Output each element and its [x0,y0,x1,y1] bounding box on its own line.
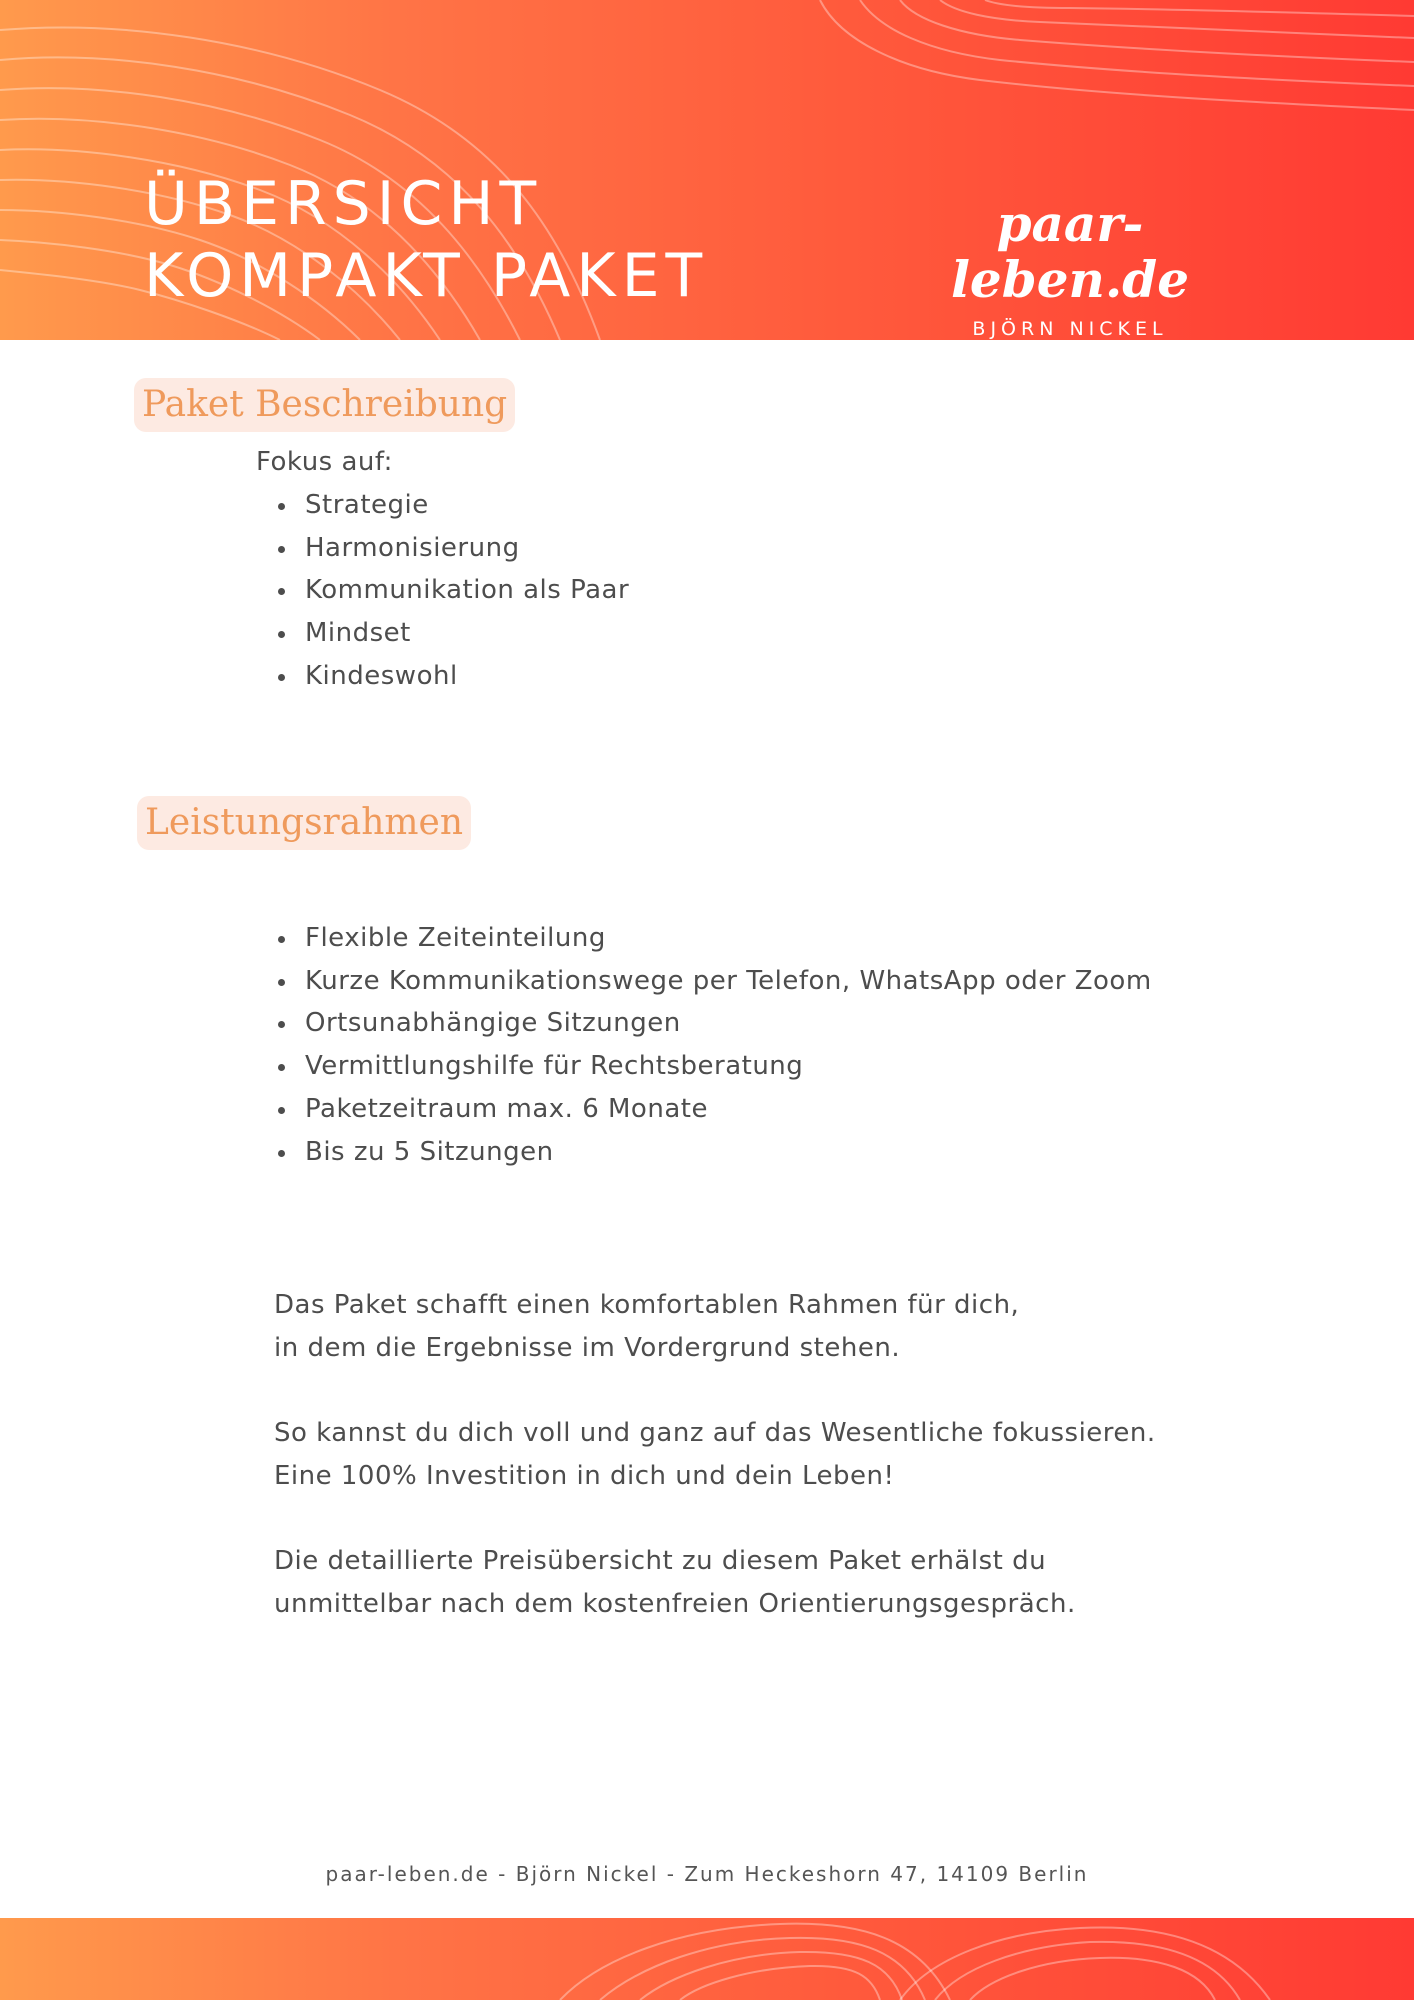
paragraph-line: So kannst du dich voll und ganz auf das Wesentliche fokussieren. [274,1418,1156,1448]
description-lead: Fokus auf: [256,447,393,477]
section-title-description: Paket Beschreibung [134,378,515,432]
brand-logo [890,196,1250,340]
list-item: Harmonisierung [305,527,629,570]
paragraph-focus [274,1412,1156,1498]
paragraph-line: Die detaillierte Preisübersicht zu diesem Paket erhälst du [274,1546,1047,1576]
list-item: Kurze Kommunikationswege per Telefon, WhatsApp oder Zoom [305,960,1152,1003]
page-title-line: ÜBERSICHT [144,169,543,239]
footer-address: paar-leben.de - Björn Nickel - Zum Heckeshorn 47, 14109 Berlin [325,1862,1089,1886]
paragraph-line: in dem die Ergebnisse im Vordergrund stehen. [274,1333,901,1363]
list-item: Strategie [305,484,629,527]
logo-subtitle: BJÖRN NICKEL [972,318,1168,340]
paragraph-line: Das Paket schafft einen komfortablen Rahmen für dich, [274,1290,1020,1320]
services-list [305,917,1152,1173]
section-title-services: Leistungsrahmen [137,796,471,850]
contour-lines-decoration [0,1918,1414,2000]
list-item: Kindeswohl [305,655,629,698]
footer-banner [0,1918,1414,2000]
list-item: Bis zu 5 Sitzungen [305,1131,1152,1174]
paragraph-pricing [274,1540,1076,1626]
paragraph-line: unmittelbar nach dem kostenfreien Orientierungsgespräch. [274,1589,1076,1619]
list-item: Mindset [305,612,629,655]
list-item: Ortsunabhängige Sitzungen [305,1002,1152,1045]
header-banner [0,0,1414,340]
list-item: Vermittlungshilfe für Rechtsberatung [305,1045,1152,1088]
paragraph-line: Eine 100% Investition in dich und dein Leben! [274,1461,895,1491]
list-item: Paketzeitraum max. 6 Monate [305,1088,1152,1131]
paragraph-framework [274,1284,1019,1370]
list-item: Flexible Zeiteinteilung [305,917,1152,960]
focus-list [305,484,629,698]
logo-text: paar-leben.de [950,194,1190,309]
page-title [144,168,708,312]
list-item: Kommunikation als Paar [305,569,629,612]
page-title-line: KOMPAKT PAKET [144,241,709,311]
